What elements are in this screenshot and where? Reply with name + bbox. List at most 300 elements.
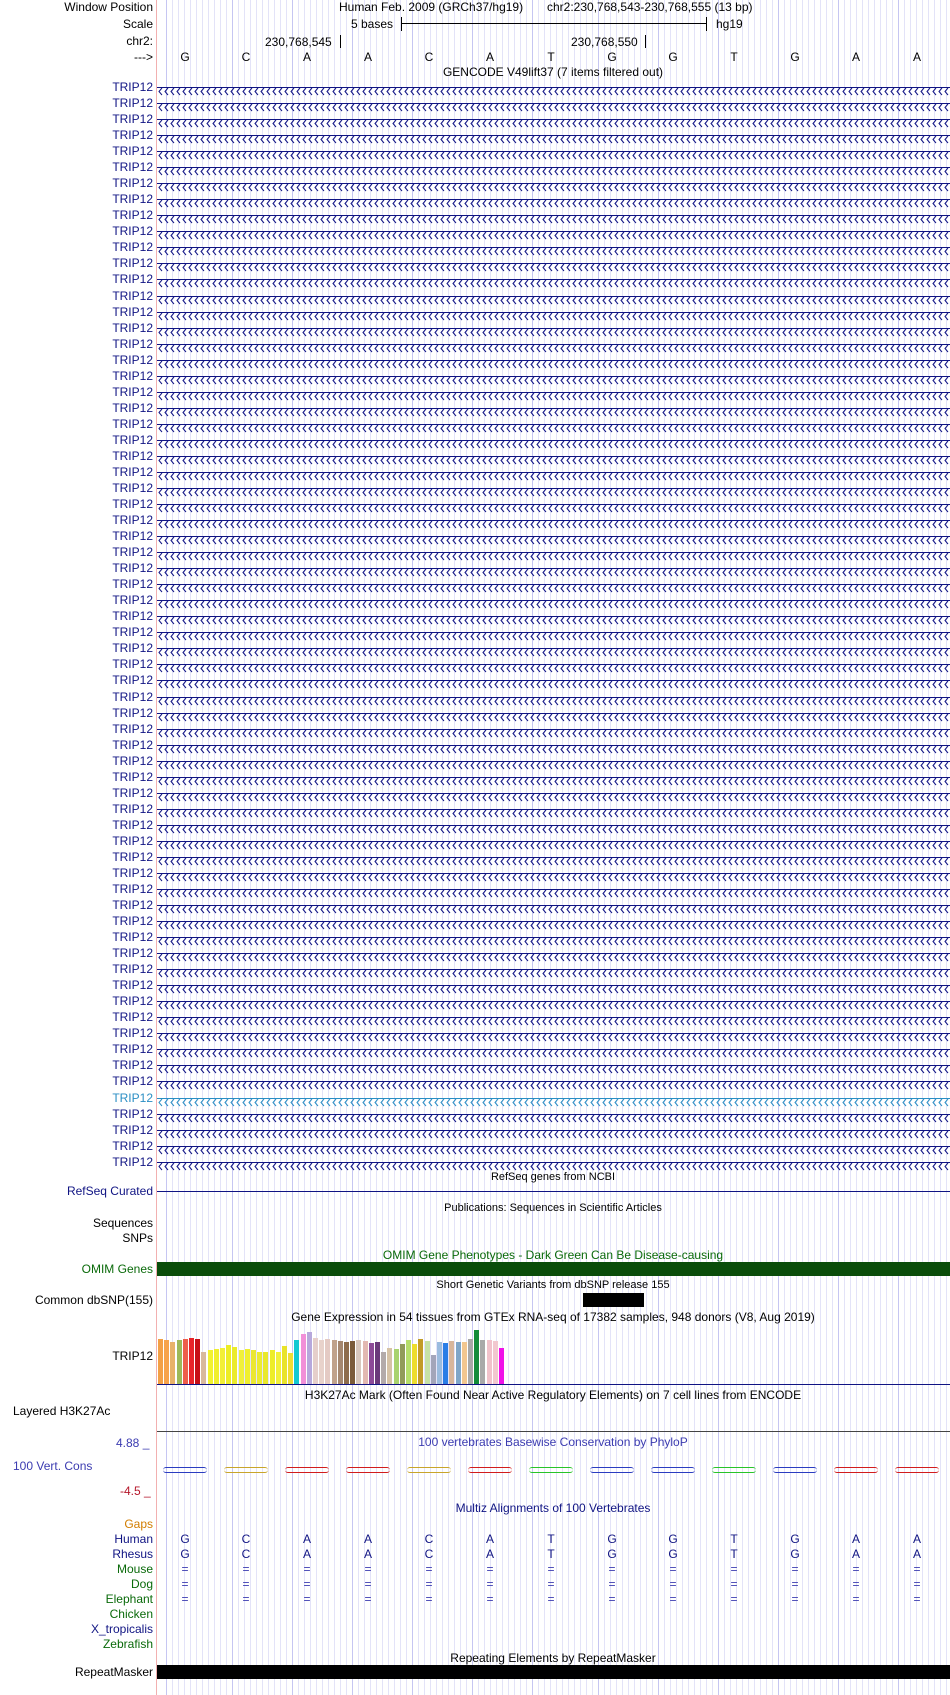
repeatmasker-feature[interactable] [157, 1665, 950, 1679]
coord-tick-1 [340, 35, 341, 48]
gencode-gene-label[interactable]: TRIP12 [112, 817, 153, 832]
gencode-gene-label[interactable]: TRIP12 [112, 1074, 153, 1089]
gencode-strand-arrows [157, 308, 950, 317]
gtex-tissue-bar[interactable] [164, 1340, 169, 1384]
gencode-gene-label[interactable]: TRIP12 [112, 689, 153, 704]
gencode-gene-label[interactable]: TRIP12 [112, 1058, 153, 1073]
gencode-gene-label[interactable]: TRIP12 [112, 898, 153, 913]
gencode-gene-label[interactable]: TRIP12 [112, 400, 153, 415]
gtex-tissue-bar[interactable] [294, 1340, 299, 1384]
multiz-base: A [912, 1532, 922, 1546]
gtex-tissue-bar[interactable] [387, 1348, 392, 1384]
gencode-gene-label[interactable]: TRIP12 [112, 737, 153, 752]
strand-arrow-glyphs [157, 889, 950, 898]
phylop-score-mark[interactable] [407, 1467, 451, 1473]
strand-arrow-glyphs [157, 1017, 950, 1026]
phylop-score-mark[interactable] [590, 1467, 634, 1473]
gencode-strand-arrows [157, 356, 950, 365]
gtex-tissue-bar[interactable] [375, 1342, 380, 1384]
phylop-score-mark[interactable] [773, 1467, 817, 1473]
gencode-gene-label[interactable]: TRIP12 [112, 673, 153, 688]
gtex-tissue-bar[interactable] [462, 1342, 467, 1384]
gencode-gene-label[interactable]: TRIP12 [112, 545, 153, 560]
gencode-strand-arrows [157, 644, 950, 653]
gencode-gene-label[interactable]: TRIP12 [112, 432, 153, 447]
gtex-tissue-bar[interactable] [201, 1352, 206, 1384]
strand-arrow-glyphs [157, 1098, 950, 1107]
gtex-tissue-bar[interactable] [493, 1341, 498, 1384]
gencode-gene-label[interactable]: TRIP12 [112, 930, 153, 945]
multiz-species-label[interactable]: X_tropicalis [90, 1622, 153, 1636]
multiz-species-label[interactable]: Human [114, 1532, 153, 1546]
strand-arrow-glyphs [157, 921, 950, 930]
scale-text: 5 bases [351, 17, 394, 31]
gtex-tissue-bar[interactable] [474, 1330, 479, 1384]
gtex-tissue-bar[interactable] [480, 1340, 485, 1384]
gtex-tissue-bar[interactable] [456, 1342, 461, 1384]
refseq-gene-line[interactable] [157, 1191, 950, 1192]
strand-arrow-glyphs [157, 873, 950, 882]
h3k27ac-label[interactable]: Layered H3K27Ac [13, 1404, 111, 1418]
strand-arrow-glyphs [157, 729, 950, 738]
multiz-base: = [425, 1562, 433, 1576]
multiz-base: = [913, 1562, 921, 1576]
strand-arrow-glyphs [157, 215, 950, 224]
multiz-base: = [852, 1577, 860, 1591]
gencode-gene-label[interactable]: TRIP12 [112, 1042, 153, 1057]
gtex-tissue-bar[interactable] [183, 1339, 188, 1384]
phylop-score-mark[interactable] [529, 1467, 573, 1473]
gencode-strand-arrows [157, 821, 950, 830]
multiz-species-label[interactable]: Zebrafish [102, 1637, 153, 1651]
gencode-gene-label[interactable]: TRIP12 [112, 962, 153, 977]
dbsnp-label[interactable]: Common dbSNP(155) [34, 1293, 153, 1307]
strand-arrow-glyphs [157, 937, 950, 946]
gencode-strand-arrows [157, 757, 950, 766]
phylop-score-mark[interactable] [834, 1467, 878, 1473]
multiz-species-label[interactable]: Gaps [124, 1517, 153, 1531]
gtex-tissue-bar[interactable] [239, 1350, 244, 1384]
gtex-tissue-bar[interactable] [313, 1338, 318, 1384]
strand-arrow-glyphs [157, 135, 950, 144]
gencode-gene-label[interactable]: TRIP12 [112, 609, 153, 624]
publications-label-sequences[interactable]: Sequences [92, 1216, 153, 1230]
gencode-strand-arrows [157, 292, 950, 301]
strand-arrow-glyphs [157, 568, 950, 577]
strand-arrow-glyphs [157, 584, 950, 593]
gtex-tissue-bar[interactable] [431, 1355, 436, 1384]
base-letter: T [730, 50, 738, 64]
gtex-tissue-bar[interactable] [499, 1348, 504, 1384]
multiz-base: = [486, 1577, 494, 1591]
multiz-base: = [852, 1562, 860, 1576]
multiz-species-label[interactable]: Mouse [116, 1562, 153, 1576]
refseq-label[interactable]: RefSeq Curated [66, 1184, 153, 1198]
multiz-base: C [241, 1547, 251, 1561]
multiz-base: A [485, 1532, 495, 1546]
gencode-gene-label[interactable]: TRIP12 [112, 1090, 153, 1105]
repeatmasker-title[interactable]: Repeating Elements by RepeatMasker [450, 1651, 656, 1665]
strand-arrow-glyphs [157, 1130, 950, 1139]
gtex-tissue-bar[interactable] [263, 1352, 268, 1384]
gencode-title[interactable]: GENCODE V49lift37 (7 items filtered out) [442, 65, 664, 79]
gencode-gene-label[interactable]: TRIP12 [112, 224, 153, 239]
dbsnp-title[interactable]: Short Genetic Variants from dbSNP release 155 [436, 1279, 670, 1291]
gtex-tissue-bar[interactable] [195, 1339, 200, 1384]
gencode-gene-label[interactable]: TRIP12 [112, 529, 153, 544]
gencode-strand-arrows [157, 949, 950, 958]
gencode-gene-label[interactable]: TRIP12 [112, 368, 153, 383]
gencode-strand-arrows [157, 452, 950, 461]
gtex-tissue-bar[interactable] [381, 1352, 386, 1384]
base-letter: A [302, 50, 312, 64]
gencode-gene-label[interactable]: TRIP12 [112, 481, 153, 495]
gtex-tissue-bar[interactable] [226, 1345, 231, 1384]
gtex-tissue-bar[interactable] [394, 1349, 399, 1384]
gencode-strand-arrows [157, 580, 950, 589]
multiz-base: = [608, 1562, 616, 1576]
gtex-tissue-bar[interactable] [257, 1352, 262, 1384]
strand-arrow-glyphs [157, 312, 950, 321]
gencode-gene-label[interactable]: TRIP12 [112, 352, 153, 367]
strand-arrow-glyphs [157, 488, 950, 497]
gencode-gene-label[interactable]: TRIP12 [112, 561, 153, 576]
gencode-strand-arrows [157, 1029, 950, 1038]
multiz-base: A [851, 1547, 861, 1561]
strand-arrow-glyphs [157, 793, 950, 802]
scale-db: hg19 [716, 17, 743, 31]
gencode-gene-label[interactable]: TRIP12 [112, 497, 153, 512]
gencode-gene-label[interactable]: TRIP12 [112, 882, 153, 896]
gencode-gene-label[interactable]: TRIP12 [112, 769, 153, 784]
strand-arrow-glyphs [157, 713, 950, 722]
gtex-tissue-bar[interactable] [319, 1340, 324, 1384]
gencode-gene-label[interactable]: TRIP12 [112, 80, 153, 94]
gencode-strand-arrows [157, 532, 950, 541]
gencode-strand-arrows [157, 163, 950, 172]
strand-arrow-glyphs [157, 279, 950, 288]
gtex-tissue-bar[interactable] [400, 1344, 405, 1384]
gtex-tissue-bar[interactable] [170, 1342, 175, 1384]
gtex-tissue-bar[interactable] [332, 1340, 337, 1384]
multiz-base: G [607, 1532, 617, 1546]
gtex-tissue-bar[interactable] [245, 1349, 250, 1384]
gencode-gene-label[interactable]: TRIP12 [112, 304, 153, 319]
phylop-label[interactable]: 100 Vert. Cons [13, 1459, 93, 1473]
gencode-gene-label[interactable]: TRIP12 [112, 416, 153, 431]
gencode-gene-label[interactable]: TRIP12 [112, 865, 153, 880]
strand-arrow-glyphs [157, 1146, 950, 1155]
gencode-gene-label[interactable]: TRIP12 [112, 288, 153, 303]
gencode-gene-label[interactable]: TRIP12 [112, 593, 153, 608]
gencode-strand-arrows [157, 259, 950, 268]
gencode-gene-label[interactable]: TRIP12 [112, 160, 153, 175]
gtex-tissue-bar[interactable] [406, 1340, 411, 1384]
gencode-strand-arrows [157, 340, 950, 349]
multiz-base: T [547, 1547, 555, 1561]
strand-arrow-glyphs [157, 87, 950, 96]
gencode-gene-label[interactable]: TRIP12 [112, 192, 153, 207]
publications-title[interactable]: Publications: Sequences in Scientific Articles [444, 1202, 662, 1214]
base-letter: A [485, 50, 495, 64]
gencode-gene-label[interactable]: TRIP12 [112, 641, 153, 656]
gencode-gene-label[interactable]: TRIP12 [112, 96, 153, 111]
gencode-strand-arrows [157, 1013, 950, 1022]
gencode-strand-arrows [157, 997, 950, 1006]
multiz-base: = [913, 1592, 921, 1606]
gencode-gene-label[interactable]: TRIP12 [112, 112, 153, 127]
gencode-gene-label[interactable]: TRIP12 [112, 1122, 153, 1137]
gencode-strand-arrows [157, 1094, 950, 1103]
gencode-strand-arrows [157, 981, 950, 990]
multiz-base: = [242, 1577, 250, 1591]
gtex-tissue-bar[interactable] [344, 1342, 349, 1384]
gencode-strand-arrows [157, 388, 950, 397]
phylop-score-mark[interactable] [285, 1467, 329, 1473]
omim-title[interactable]: OMIM Gene Phenotypes - Dark Green Can Be Disease-causing [382, 1248, 724, 1262]
multiz-species-label[interactable]: Dog [130, 1577, 153, 1591]
gtex-tissue-bar[interactable] [363, 1341, 368, 1384]
gtex-tissue-bar[interactable] [220, 1348, 225, 1384]
gencode-gene-label[interactable]: TRIP12 [112, 513, 153, 528]
gencode-gene-label[interactable]: TRIP12 [112, 1138, 153, 1153]
gencode-gene-label[interactable]: TRIP12 [112, 705, 153, 720]
multiz-base: = [181, 1562, 189, 1576]
gencode-strand-arrows [157, 933, 950, 942]
gtex-tissue-bar[interactable] [301, 1334, 306, 1384]
gencode-gene-label[interactable]: TRIP12 [112, 994, 153, 1009]
gtex-tissue-bar[interactable] [425, 1341, 430, 1384]
strand-arrow-glyphs [157, 263, 950, 272]
gencode-gene-label[interactable]: TRIP12 [112, 657, 153, 672]
gencode-gene-label[interactable]: TRIP12 [112, 1026, 153, 1041]
gtex-tissue-bar[interactable] [412, 1344, 417, 1384]
gtex-tissue-bar[interactable] [282, 1346, 287, 1384]
gencode-strand-arrows [157, 211, 950, 220]
multiz-base: = [486, 1562, 494, 1576]
multiz-base: A [302, 1547, 312, 1561]
strand-arrow-glyphs [157, 231, 950, 240]
gencode-gene-label[interactable]: TRIP12 [112, 384, 153, 399]
gencode-strand-arrows [157, 324, 950, 333]
multiz-base: G [790, 1532, 800, 1546]
h3k27ac-title[interactable]: H3K27Ac Mark (Often Found Near Active Regulatory Elements) on 7 cell lines from ENCODE [304, 1388, 802, 1402]
strand-arrow-glyphs [157, 536, 950, 545]
gtex-tissue-bar[interactable] [449, 1341, 454, 1384]
refseq-title[interactable]: RefSeq genes from NCBI [490, 1171, 616, 1183]
multiz-base: = [425, 1592, 433, 1606]
gencode-strand-arrows [157, 500, 950, 509]
gencode-gene-label[interactable]: TRIP12 [112, 1154, 153, 1169]
gencode-gene-label[interactable]: TRIP12 [112, 240, 153, 255]
gencode-gene-label[interactable]: TRIP12 [112, 721, 153, 736]
gencode-gene-label[interactable]: TRIP12 [112, 1106, 153, 1121]
phylop-title[interactable]: 100 vertebrates Basewise Conservation by PhyloP [418, 1435, 688, 1449]
strand-arrow-glyphs [157, 648, 950, 657]
strand-arrow-glyphs [157, 296, 950, 305]
dbsnp-variant[interactable] [583, 1293, 644, 1307]
strand-arrow-glyphs [157, 777, 950, 786]
gtex-tissue-bar[interactable] [350, 1341, 355, 1384]
gencode-strand-arrows [157, 901, 950, 910]
multiz-title[interactable]: Multiz Alignments of 100 Vertebrates [455, 1501, 651, 1515]
gencode-strand-arrows [157, 564, 950, 573]
multiz-base: = [242, 1562, 250, 1576]
phylop-score-mark[interactable] [651, 1467, 695, 1473]
gtex-tissue-bar[interactable] [288, 1353, 293, 1384]
base-letter: A [912, 50, 922, 64]
strand-arrow-glyphs [157, 504, 950, 513]
multiz-base: T [547, 1532, 555, 1546]
phylop-score-mark[interactable] [346, 1467, 390, 1473]
strand-arrow-glyphs [157, 761, 950, 770]
gencode-strand-arrows [157, 404, 950, 413]
gencode-strand-arrows [157, 596, 950, 605]
strand-arrow-glyphs [157, 1162, 950, 1171]
gtex-tissue-bar[interactable] [158, 1339, 163, 1384]
publications-label-snps[interactable]: SNPs [122, 1231, 153, 1245]
gencode-gene-label[interactable]: TRIP12 [112, 144, 153, 159]
gencode-strand-arrows [157, 468, 950, 477]
gencode-gene-label[interactable]: TRIP12 [112, 256, 153, 271]
window-position-label: Window Position [64, 0, 153, 14]
strand-arrow-glyphs [157, 1033, 950, 1042]
coord-label-1: 230,768,545 [265, 35, 332, 49]
phylop-score-mark[interactable] [712, 1467, 756, 1473]
strand-arrow-glyphs [157, 600, 950, 609]
gtex-tissue-bar[interactable] [487, 1340, 492, 1384]
gtex-tissue-bar[interactable] [251, 1350, 256, 1384]
gencode-strand-arrows [157, 147, 950, 156]
gtex-label[interactable]: TRIP12 [112, 1349, 153, 1363]
strand-arrow-glyphs [157, 825, 950, 834]
phylop-score-mark[interactable] [468, 1467, 512, 1473]
gtex-title[interactable]: Gene Expression in 54 tissues from GTEx RNA-seq of 17382 samples, 948 donors (V8, Aug 2019) [291, 1310, 815, 1324]
base-letter: G [607, 50, 617, 64]
gencode-gene-label[interactable]: TRIP12 [112, 176, 153, 191]
multiz-base: G [607, 1547, 617, 1561]
position-text: chr2:230,768,543-230,768,555 (13 bp) [547, 0, 753, 14]
base-letter: G [668, 50, 678, 64]
gtex-tissue-bar[interactable] [437, 1342, 442, 1384]
multiz-species-label[interactable]: Rhesus [112, 1547, 153, 1561]
phylop-score-mark[interactable] [163, 1467, 207, 1473]
gencode-gene-label[interactable]: TRIP12 [112, 833, 153, 848]
strand-arrow-glyphs [157, 199, 950, 208]
multiz-base: A [363, 1547, 373, 1561]
gtex-tissue-bar[interactable] [177, 1340, 182, 1384]
h3k27ac-baseline [157, 1431, 950, 1432]
gencode-strand-arrows [157, 837, 950, 846]
scale-bar-left-tick [401, 17, 402, 31]
multiz-base: = [181, 1577, 189, 1591]
gencode-gene-label[interactable]: TRIP12 [112, 448, 153, 463]
multiz-base: = [608, 1577, 616, 1591]
gencode-gene-label[interactable]: TRIP12 [112, 336, 153, 351]
gtex-tissue-bar[interactable] [270, 1350, 275, 1384]
gencode-gene-label[interactable]: TRIP12 [112, 272, 153, 287]
gencode-strand-arrows [157, 372, 950, 381]
omim-label[interactable]: OMIM Genes [81, 1262, 153, 1276]
gencode-gene-label[interactable]: TRIP12 [112, 625, 153, 640]
gtex-tissue-bar[interactable] [189, 1338, 194, 1384]
gtex-tissue-bar[interactable] [418, 1339, 423, 1384]
gtex-tissue-bar[interactable] [338, 1341, 343, 1384]
gtex-tissue-bar[interactable] [307, 1332, 312, 1384]
gtex-tissue-bar[interactable] [214, 1349, 219, 1384]
gencode-strand-arrows [157, 853, 950, 862]
gencode-gene-label[interactable]: TRIP12 [112, 914, 153, 929]
multiz-base: = [852, 1592, 860, 1606]
strand-arrow-glyphs [157, 552, 950, 561]
gencode-gene-label[interactable]: TRIP12 [112, 946, 153, 961]
gencode-gene-label[interactable]: TRIP12 [112, 978, 153, 993]
strand-arrow-glyphs [157, 167, 950, 176]
strand-arrow-glyphs [157, 344, 950, 353]
strand-arrow-glyphs [157, 664, 950, 673]
strand-arrow-glyphs [157, 376, 950, 385]
gencode-gene-label[interactable]: TRIP12 [112, 208, 153, 223]
phylop-score-mark[interactable] [895, 1467, 939, 1473]
gencode-gene-label[interactable]: TRIP12 [112, 128, 153, 143]
gtex-tissue-bar[interactable] [468, 1339, 473, 1384]
gencode-gene-label[interactable]: TRIP12 [112, 1010, 153, 1025]
gtex-tissue-bar[interactable] [369, 1343, 374, 1384]
strand-arrow-glyphs [157, 857, 950, 866]
repeatmasker-label[interactable]: RepeatMasker [74, 1665, 153, 1679]
strand-arrow-glyphs [157, 119, 950, 128]
multiz-base: A [851, 1532, 861, 1546]
gencode-gene-label[interactable]: TRIP12 [112, 849, 153, 864]
strand-arrow-glyphs [157, 520, 950, 529]
gencode-gene-label[interactable]: TRIP12 [112, 464, 153, 479]
gencode-gene-label[interactable]: TRIP12 [112, 785, 153, 800]
gencode-gene-label[interactable]: TRIP12 [112, 320, 153, 335]
multiz-base: A [912, 1547, 922, 1561]
strand-arrow-glyphs [157, 1081, 950, 1090]
multiz-base: = [730, 1577, 738, 1591]
gtex-tissue-bar[interactable] [443, 1343, 448, 1384]
gencode-gene-label[interactable]: TRIP12 [112, 753, 153, 768]
strand-arrow-glyphs [157, 456, 950, 465]
gencode-strand-arrows [157, 1061, 950, 1070]
multiz-species-label[interactable]: Elephant [105, 1592, 153, 1606]
gtex-tissue-bar[interactable] [325, 1339, 330, 1384]
gtex-tissue-bar[interactable] [208, 1350, 213, 1384]
gtex-tissue-bar[interactable] [276, 1352, 281, 1384]
gtex-tissue-bar[interactable] [232, 1347, 237, 1384]
multiz-base: G [668, 1532, 678, 1546]
multiz-base: G [180, 1532, 190, 1546]
multiz-base: = [486, 1592, 494, 1606]
phylop-score-mark[interactable] [224, 1467, 268, 1473]
strand-arrow-glyphs [157, 1049, 950, 1058]
assembly-text: Human Feb. 2009 (GRCh37/hg19) [339, 0, 524, 14]
strand-arrow-glyphs [157, 1001, 950, 1010]
omim-feature-bar[interactable] [157, 1262, 950, 1276]
base-letter: A [363, 50, 373, 64]
gencode-gene-label[interactable]: TRIP12 [112, 577, 153, 592]
strand-arrow-glyphs [157, 841, 950, 850]
gencode-strand-arrows [157, 1126, 950, 1135]
multiz-base: = [547, 1577, 555, 1591]
multiz-base: = [303, 1592, 311, 1606]
gtex-tissue-bar[interactable] [356, 1340, 361, 1384]
base-letter: G [790, 50, 800, 64]
gencode-strand-arrows [157, 275, 950, 284]
multiz-species-label[interactable]: Chicken [109, 1607, 153, 1621]
gencode-gene-label[interactable]: TRIP12 [112, 801, 153, 816]
